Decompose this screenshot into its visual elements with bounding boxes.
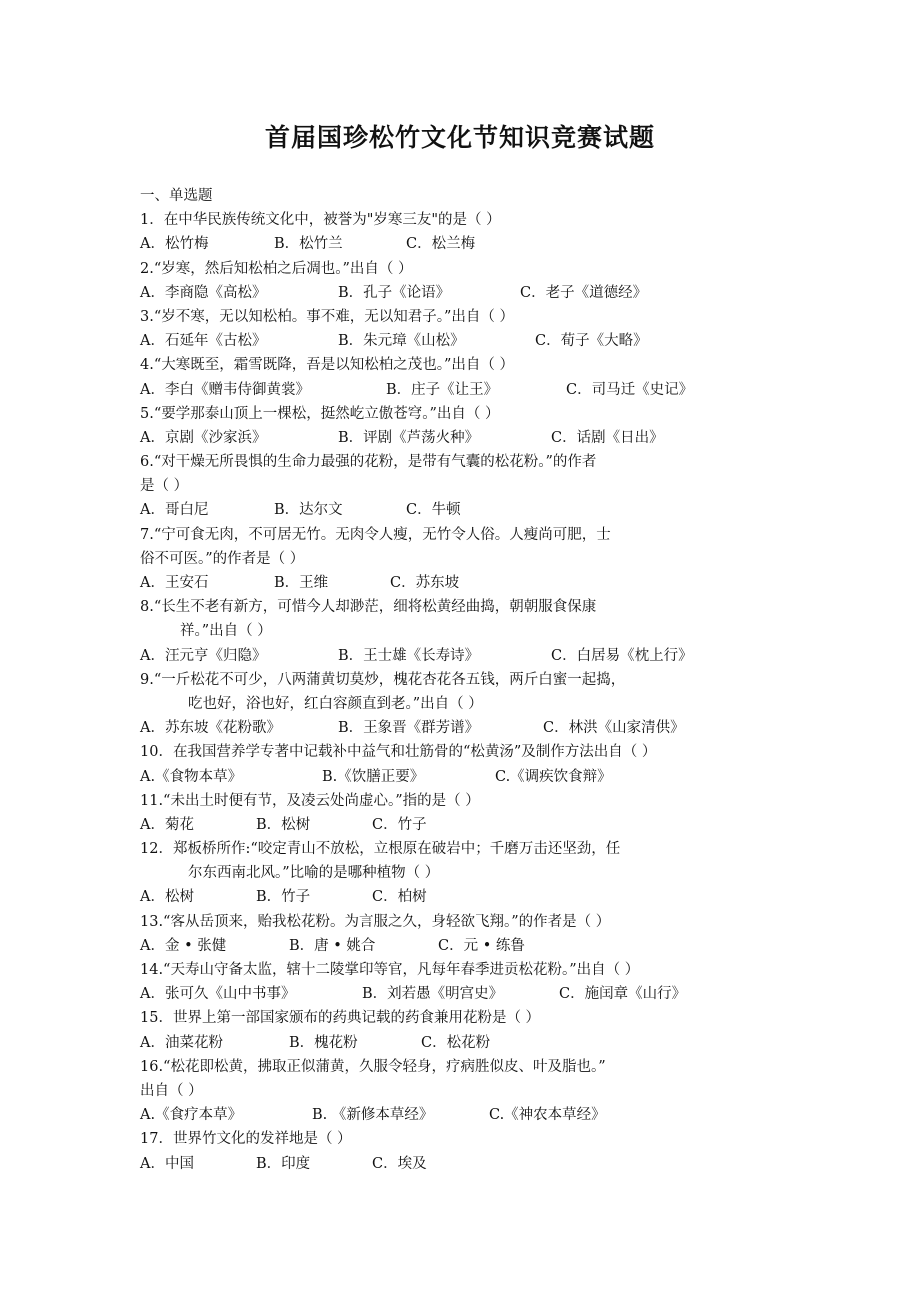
- option-a: A．中国: [140, 1155, 194, 1172]
- option-c: C.《神农本草经》: [489, 1107, 606, 1124]
- question-10-options: [140, 765, 760, 789]
- option-b: B．刘若愚《明宫史》: [362, 986, 504, 1003]
- question-8: 8.“长生不老有新方，可惜今人却渺茫，细将松黄经曲捣，朝朝服食保康: [140, 599, 597, 616]
- question-14: 14.“天寿山守备太监，辖十二陵掌印等官，凡每年春季进贡松花粉。”出自（ ）: [140, 962, 640, 978]
- option-b: B．评剧《芦荡火种》: [338, 429, 480, 446]
- question-17: 17．世界竹文化的发祥地是（ ）: [140, 1131, 352, 1148]
- option-a: A．京剧《沙家浜》: [140, 429, 267, 446]
- question-1: 1．在中华民族传统文化中，被誉为"岁寒三友"的是（ ）: [140, 212, 501, 229]
- question-8-options: [140, 644, 760, 668]
- option-b: B．竹子: [256, 889, 311, 906]
- option-a: A．菊花: [140, 816, 194, 833]
- question-8-cont: 祥。”出自（ ）: [180, 623, 272, 640]
- option-b: B．印度: [256, 1155, 311, 1172]
- question-11: 11.“未出土时便有节，及凌云处尚虚心。”指的是（ ）: [140, 792, 480, 809]
- question-9-cont: 吃也好，浴也好，红白容颜直到老。”出自（ ）: [188, 695, 483, 712]
- option-b: B．王士雄《长寿诗》: [338, 647, 480, 664]
- question-14-options: [140, 982, 760, 1006]
- question-3: 3.“岁不寒，无以知松柏。事不难，无以知君子。”出自（ ）: [140, 308, 515, 325]
- section-heading: 一、单选题: [140, 188, 213, 204]
- question-7: 7.“宁可食无肉，不可居无竹。无肉令人瘦，无竹令人俗。人瘦尚可肥，士: [140, 526, 611, 543]
- option-a: A.《食疗本草》: [140, 1107, 243, 1124]
- option-b: B．王维: [274, 575, 329, 591]
- question-12-options: [140, 885, 760, 909]
- option-c: C．林洪《山家清供》: [543, 720, 685, 737]
- option-b: B．王象晋《群芳谱》: [338, 720, 480, 737]
- question-15-options: [140, 1031, 760, 1055]
- option-c: C．竹子: [372, 816, 427, 833]
- option-a: A．苏东坡《花粉歌》: [140, 720, 281, 737]
- question-11-options: [140, 813, 760, 837]
- question-12-cont: 尔东西南北风。”比喻的是哪种植物（ ）: [188, 865, 440, 882]
- option-a: A．哥白尼: [140, 502, 209, 519]
- option-b: B. 《新修本草经》: [312, 1107, 434, 1124]
- option-a: A．张可久《山中书事》: [140, 986, 296, 1003]
- option-b: B．松树: [256, 816, 311, 833]
- option-b: B．庄子《让王》: [386, 381, 499, 398]
- option-a: A．石延年《古松》: [140, 333, 267, 350]
- question-7-options: [140, 571, 760, 595]
- option-a: A.《食物本草》: [140, 768, 243, 785]
- option-a: A．李商隐《高松》: [140, 284, 267, 301]
- option-c: C．元 • 练鲁: [438, 937, 525, 954]
- option-c: C．话剧《日出》: [551, 429, 664, 446]
- option-c: C.《调疾饮食辩》: [495, 768, 612, 785]
- option-a: A．金 • 张健: [140, 937, 227, 954]
- option-b: B．朱元璋《山松》: [338, 333, 465, 350]
- option-c: C．老子《道德经》: [520, 284, 648, 301]
- option-c: C．柏树: [372, 889, 427, 906]
- question-6-cont: 是（ ）: [140, 478, 189, 495]
- question-13: 13.“客从岳顶来，贻我松花粉。为言服之久，身轻欲飞翔。”的作者是（ ）: [140, 913, 611, 930]
- question-1-options: [140, 232, 760, 256]
- question-16-options: [140, 1103, 760, 1127]
- option-a: A．松竹梅: [140, 236, 209, 253]
- option-c: C．施闰章《山行》: [559, 986, 687, 1003]
- question-10: 10．在我国营养学专著中记载补中益气和壮筋骨的“松黄汤”及制作方法出自（ ）: [140, 744, 657, 761]
- option-c: C．白居易《枕上行》: [551, 647, 693, 664]
- page-title: 首届国珍松竹文化节知识竞赛试题: [264, 123, 655, 152]
- option-b: B．达尔文: [274, 502, 343, 519]
- question-17-options: [140, 1152, 760, 1176]
- question-6-options: [140, 498, 760, 522]
- question-list: [140, 184, 760, 1176]
- option-b: B．唐 • 姚合: [289, 937, 376, 954]
- question-5-options: [140, 426, 760, 450]
- question-12: 12．郑板桥所作:“咬定青山不放松，立根原在破岩中；千磨万击还坚劲，任: [140, 841, 621, 858]
- option-c: C．荀子《大略》: [535, 333, 648, 350]
- question-16: 16.“松花即松黄，拂取正似蒲黄，久服令轻身，疗病胜似皮、叶及脂也。”: [140, 1058, 606, 1075]
- option-c: C．司马迁《史记》: [566, 381, 694, 398]
- option-a: A．李白《赠韦侍御黄裳》: [140, 381, 310, 398]
- option-b: B.《饮膳正要》: [322, 768, 425, 785]
- option-c: C．苏东坡: [390, 575, 460, 591]
- option-b: B．槐花粉: [289, 1034, 358, 1051]
- question-5: 5.“要学那泰山顶上一棵松，挺然屹立傲苍穹。”出自（ ）: [140, 405, 500, 422]
- question-16-cont: 出自（ ）: [140, 1082, 203, 1099]
- question-13-options: [140, 934, 760, 958]
- question-6: 6.“对干燥无所畏惧的生命力最强的花粉，是带有气囊的松花粉。”的作者: [140, 454, 597, 471]
- question-4-options: [140, 378, 760, 402]
- question-2: 2.“岁寒，然后知松柏之后凋也。”出自（ ）: [140, 260, 413, 277]
- option-a: A．王安石: [140, 575, 209, 591]
- option-a: A．油菜花粉: [140, 1034, 223, 1051]
- option-c: C．牛顿: [406, 502, 461, 519]
- question-15: 15．世界上第一部国家颁布的药典记载的药食兼用花粉是（ ）: [140, 1010, 541, 1027]
- question-9: 9.“一斤松花不可少，八两蒲黄切莫炒，槐花杏花各五钱，两斤白蜜一起捣，: [140, 671, 626, 688]
- question-2-options: [140, 281, 760, 305]
- option-c: C．松花粉: [421, 1034, 491, 1051]
- option-c: C．松兰梅: [406, 236, 476, 253]
- option-c: C．埃及: [372, 1155, 427, 1172]
- option-b: B．孔子《论语》: [338, 284, 451, 301]
- question-3-options: [140, 329, 760, 353]
- option-a: A．松树: [140, 889, 194, 906]
- option-a: A．汪元亨《归隐》: [140, 647, 267, 664]
- question-4: 4.“大寒既至，霜雪既降，吾是以知松柏之茂也。”出自（ ）: [140, 357, 515, 374]
- option-b: B．松竹兰: [274, 236, 343, 253]
- question-9-options: [140, 716, 760, 740]
- question-7-cont: 俗不可医。”的作者是（ ）: [140, 550, 305, 567]
